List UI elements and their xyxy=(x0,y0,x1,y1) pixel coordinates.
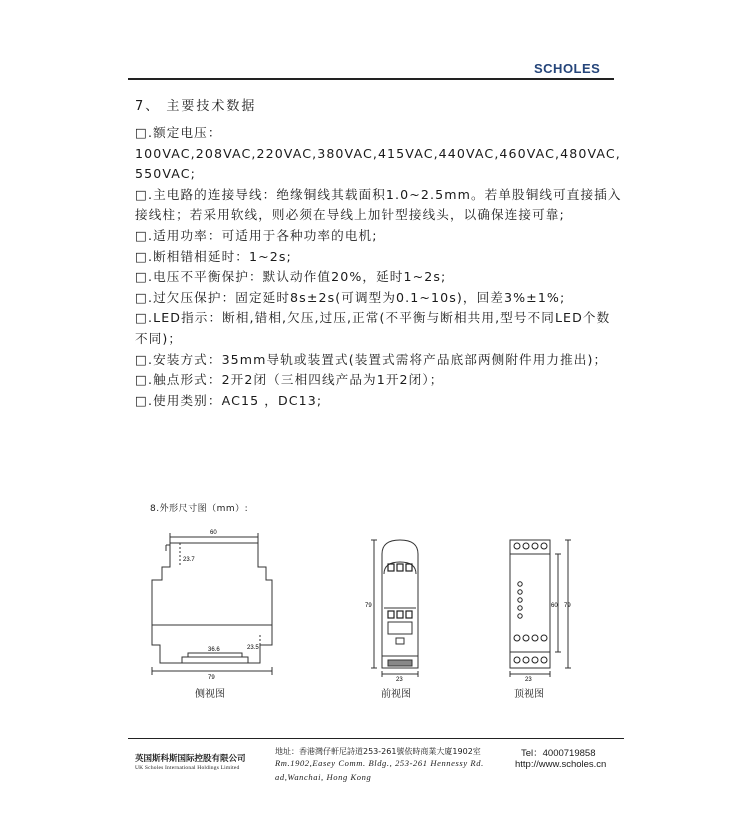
top-h-outer-label: 79 xyxy=(564,603,571,609)
footer-divider xyxy=(128,738,624,739)
side-width-label: 60 xyxy=(210,530,217,536)
front-view-drawing xyxy=(362,532,437,682)
dimension-title: 8.外形尺寸图（mm）: xyxy=(150,504,249,514)
side-h1-label: 23.7 xyxy=(183,557,195,563)
top-width-label: 23 xyxy=(525,677,532,682)
spec-wiring: □.主电路的连接导线：绝缘铜线其载面积1.0~2.5mm。若单股铜线可直接插入接线柱；若采用软线，则必须在导线上加针型接线头，以确保连接可靠; xyxy=(135,186,622,223)
side-total-label: 79 xyxy=(208,675,215,680)
side-view-caption: 侧视图 xyxy=(195,689,225,700)
spec-power: □.适用功率：可适用于各种功率的电机; xyxy=(135,227,378,243)
side-rail-label: 36.6 xyxy=(208,647,220,653)
brand-logo: SCHOLES xyxy=(534,61,601,76)
side-view-drawing xyxy=(140,525,300,680)
side-h2-label: 23.5 xyxy=(247,645,259,651)
top-h-inner-label: 60 xyxy=(551,603,558,609)
spec-rated-voltage: □.额定电压： xyxy=(135,125,222,140)
section-heading: 7、 主要技术数据 xyxy=(135,99,257,114)
front-height-label: 79 xyxy=(365,603,372,609)
address-en-line2: ad,Wanchai, Hong Kong xyxy=(275,772,372,782)
header-divider xyxy=(128,78,614,80)
company-name-en: UK Scholes International Holdings Limited xyxy=(135,765,240,771)
spec-imbalance: □.电压不平衡保护：默认动作值20%，延时1~2s; xyxy=(135,269,447,285)
company-name-cn: 英国斯科斯国际控股有限公司 xyxy=(135,754,246,764)
spec-voltage-values: 100VAC,208VAC,220VAC,380VAC,415VAC,440VAC,460VAC,480VAC,550VAC; xyxy=(135,145,621,182)
spec-list xyxy=(135,123,623,411)
telephone: Tel：4000719858 xyxy=(521,748,596,759)
spec-led: □.LED指示：断相,错相,欠压,过压,正常(不平衡与断相共用,型号不同LED个数不同)； xyxy=(135,310,611,346)
address-cn: 地址：香港灣仔軒尼詩道253-261號依時商業大廈1902室 xyxy=(275,747,481,756)
spec-phase-delay: □.断相错相延时：1~2s; xyxy=(135,248,292,264)
spec-category: □.使用类别：AC15 ，DC13; xyxy=(135,392,323,408)
top-view-drawing xyxy=(500,532,580,682)
spec-contacts: □.触点形式：2开2闭（三相四线产品为1开2闭）； xyxy=(135,372,444,388)
website-link[interactable]: http://www.scholes.cn xyxy=(515,759,607,770)
top-view-caption: 顶视图 xyxy=(514,689,544,700)
spec-mounting: □.安装方式：35mm导轨或装置式(装置式需将产品底部两侧附件用力推出)； xyxy=(135,351,608,367)
spec-over-under-voltage: □.过欠压保护：固定延时8s±2s(可调型为0.1~10s)，回差3%±1%; xyxy=(135,289,566,305)
front-view-caption: 前视图 xyxy=(381,689,411,700)
front-width-label: 23 xyxy=(396,677,403,682)
address-en-line1: Rm.1902,Easey Comm. Bldg., 253-261 Hennessy Rd. xyxy=(275,758,484,768)
